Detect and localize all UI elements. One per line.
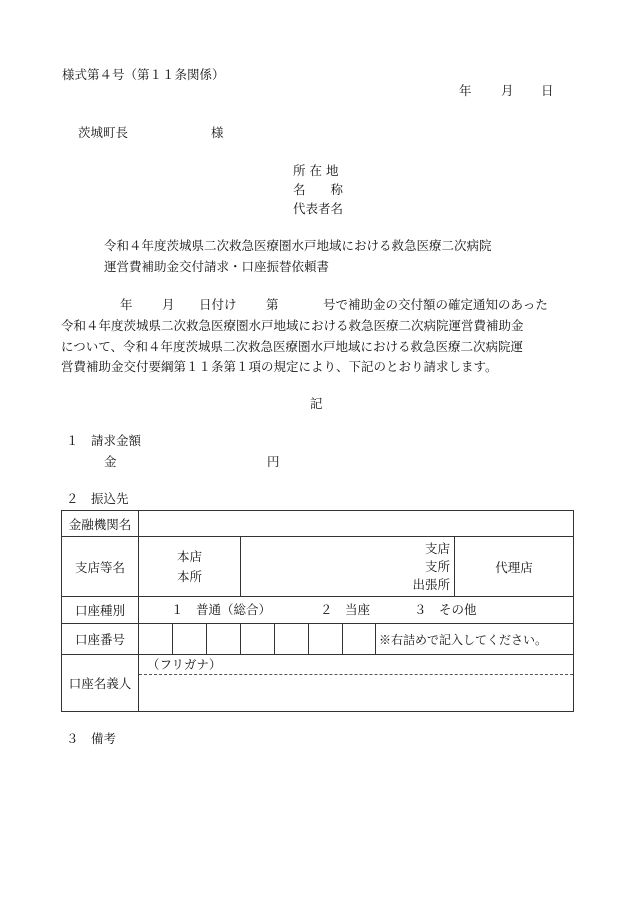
address-label: 所 在 地 [293,163,339,178]
branch-option-shisho: 支所 [424,558,450,574]
amount-yen: 円 [267,454,280,469]
account-digit-5[interactable] [275,624,309,655]
furigana-label: （フリガナ） [139,655,573,675]
account-digit-6[interactable] [309,624,343,655]
branch-option-honten: 本店 [176,548,202,564]
body-line3: について、令和４年度茨城県二次救急医療圏水戸地域における救急医療二次病院運 [61,339,524,354]
branch-head-office-options [139,537,241,597]
account-digit-1[interactable] [139,624,173,655]
date-day-label: 日 [541,83,554,98]
account-type-options [139,597,574,624]
account-digit-7[interactable] [343,624,376,655]
representative-label: 代表者名 [293,201,344,216]
recipient-name: 茨城町長 [78,125,129,140]
bank-name-field[interactable] [139,511,574,537]
branch-label: 支店等名 [62,537,139,597]
section3-heading: ３ 備考 [66,731,117,746]
document-title-line1: 令和４年度茨城県二次救急医療圏水戸地域における救急医療二次病院 [104,238,492,253]
account-digit-4[interactable] [241,624,275,655]
bank-name-label: 金融機関名 [62,511,139,537]
agency-label: 代理店 [455,537,574,597]
account-type-label: 口座種別 [62,597,139,624]
name-label: 名 称 [293,182,344,197]
account-type-toza[interactable]: ２ 当座 [320,602,371,617]
account-digit-2[interactable] [173,624,207,655]
body-line4: 営費補助金交付要綱第１１条第１項の規定により、下記のとおり請求します。 [61,359,498,374]
account-digit-3[interactable] [207,624,241,655]
date-year-label: 年 [459,83,472,98]
ki-heading: 記 [310,396,323,411]
form-number: 様式第４号（第１１条関係） [62,67,225,82]
account-type-other[interactable]: ３ その他 [414,602,477,617]
body-month: 月 [162,297,175,312]
branch-option-shutchojo: 出張所 [412,576,450,592]
transfer-table [61,510,574,712]
section2-heading: ２ 振込先 [66,491,129,506]
account-holder-label: 口座名義人 [62,655,139,712]
body-line1-rest: 号で補助金の交付額の確定通知のあった [323,297,548,312]
branch-option-shiten: 支店 [424,540,450,556]
branch-field[interactable] [241,537,455,597]
account-number-note: ※右詰めで記入してください。 [376,624,574,655]
body-line2: 令和４年度茨城県二次救急医療圏水戸地域における救急医療二次病院運営費補助金 [61,318,524,333]
date-month-label: 月 [501,83,514,98]
recipient-honorific: 様 [211,125,224,140]
account-number-row [62,624,574,655]
branch-row [62,537,574,597]
bank-name-row [62,511,574,537]
body-year: 年 [120,297,133,312]
account-type-row [62,597,574,624]
account-holder-field[interactable] [139,655,574,712]
account-number-label: 口座番号 [62,624,139,655]
amount-kin: 金 [104,454,117,469]
account-holder-row [62,655,574,712]
branch-option-honsho: 本所 [176,568,202,584]
section1-heading: １ 請求金額 [66,433,142,448]
account-type-futsu[interactable]: １ 普通（総合） [171,602,272,617]
body-day: 日付け [199,297,237,312]
document-title-line2: 運営費補助金交付請求・口座振替依頼書 [104,259,330,274]
body-number-prefix: 第 [266,297,279,312]
